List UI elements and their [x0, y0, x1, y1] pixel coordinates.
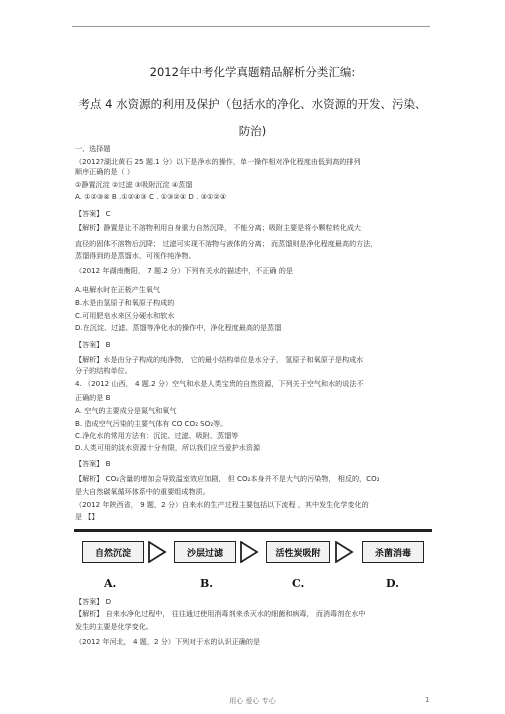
text-line: 蒸馏得到的是蒸馏水，可视作纯净物。: [75, 251, 196, 260]
text-line: 是大自然碳氧循环体系中的重要组成物质。: [75, 487, 210, 496]
text-line: （2012 年河北， 4 题，2 分）下列对于水的认识正确的是: [75, 637, 261, 646]
text-line: 【解析】静置是让不溶物利用自身重力自然沉降， 不能分离；吸附主要是将小颗粒转化成大: [75, 223, 362, 232]
footer-slogan: 用心 爱心 专心: [229, 697, 276, 705]
text-line: （2012 年陕西省， 9 题，2 分）自来水的生产过程主要包括以下流程 ，其中发生化学变化的: [75, 500, 369, 509]
header-rule: [72, 26, 430, 27]
flow-step-disinfection: 杀菌消毒: [362, 541, 424, 563]
flow-step-sand-filtration: 沙层过滤: [174, 541, 236, 563]
flow-step-carbon-adsorption: 活性炭吸附: [266, 541, 330, 563]
text-line: ①静置沉淀 ②过滤 ③吸附沉淀 ④蒸馏: [75, 180, 193, 189]
text-line: 【答案】 B: [75, 459, 111, 468]
flow-arrow-icon: [147, 537, 167, 567]
text-line: 分子的结构单位。: [75, 366, 132, 375]
flow-arrow-icon: [334, 537, 354, 567]
text-line: A.电解水时在正极产生氧气: [75, 285, 161, 294]
text-line: 4. （2012 山西， 4 题.2 分）空气和水是人类宝贵的自然资源，下列关于空气和水的说法不: [75, 379, 364, 388]
water-treatment-flow-diagram: [74, 527, 432, 597]
text-line: 【解析】 自来水净化过程中， 往往通过使用消毒剂来杀灭水的细菌和病毒， 而消毒剂在水中: [75, 609, 366, 618]
text-line: 顺序正确的是（ ）: [75, 167, 135, 176]
flow-label-b: B.: [200, 577, 214, 590]
text-line: 【答案】 C: [75, 209, 111, 218]
text-line: 【解析】水是由分子构成的纯净物， 它的最小结构单位是水分子， 氢原子和氧原子是构成水: [75, 355, 364, 364]
text-line: C.可用肥皂水来区分硬水和软水: [75, 311, 175, 320]
text-line: 【答案】 D: [75, 597, 112, 606]
page-number: 1: [425, 696, 430, 704]
text-line: 【答案】 B: [75, 340, 111, 349]
text-line: A. ①②③④ B .①②④③ C . ①③②④ D . ③①②④: [75, 192, 227, 201]
flow-step-sedimentation: 自然沉淀: [82, 541, 144, 563]
text-line: 一、选择题: [75, 144, 111, 153]
text-line: 【解析】 CO₂含量的增加会导致温室效应加剧， 但 CO₂本身并不是大气的污染物， 相反的，CO₂: [75, 474, 380, 483]
text-line: D.人类可用的淡水资源十分有限，所以我们应当爱护水资源: [75, 443, 261, 452]
text-line: 是 【】: [75, 512, 99, 521]
text-line: 正确的是 B: [75, 393, 111, 402]
text-line: C.净化水的常用方法有：沉淀、过滤、吸附、蒸馏等: [75, 431, 239, 440]
topic-title-continued: 防治): [238, 124, 267, 138]
text-line: 直径的固体不溶物后沉降； 过滤可实现不溶物与液体的分离； 而蒸馏则是净化程度最高的方法，: [75, 239, 378, 248]
text-line: B.水是由氢原子和氧原子构成的: [75, 298, 175, 307]
text-line: （2012 年湖南衡阳， 7 题.2 分）下列有关水的描述中，不正确 的是: [75, 266, 293, 275]
flow-label-a: A.: [104, 577, 117, 590]
topic-title: 考点 4 水资源的利用及保护（包括水的净化、水资源的开发、污染、: [78, 97, 427, 111]
flow-label-d: D.: [386, 577, 399, 590]
text-line: 发生的主要是化学变化。: [75, 622, 154, 631]
flow-arrow-icon: [239, 537, 259, 567]
flow-label-c: C.: [292, 577, 305, 590]
text-line: A. 空气的主要成分是氮气和氧气: [75, 406, 177, 415]
flow-top-bar: [74, 529, 432, 532]
text-line: B. 造成空气污染的主要气体有 CO CO₂ SO₂等。: [75, 419, 228, 428]
text-line: （2012?湖北黄石 25 题.1 分）以下是净水的操作，单一操作相对净化程度由低到高的排列: [75, 157, 361, 166]
document-title: 2012年中考化学真题精品解析分类汇编:: [149, 65, 356, 79]
text-line: D.在沉淀、过滤、蒸馏等净化水的操作中，净化程度最高的是蒸馏: [75, 323, 282, 332]
